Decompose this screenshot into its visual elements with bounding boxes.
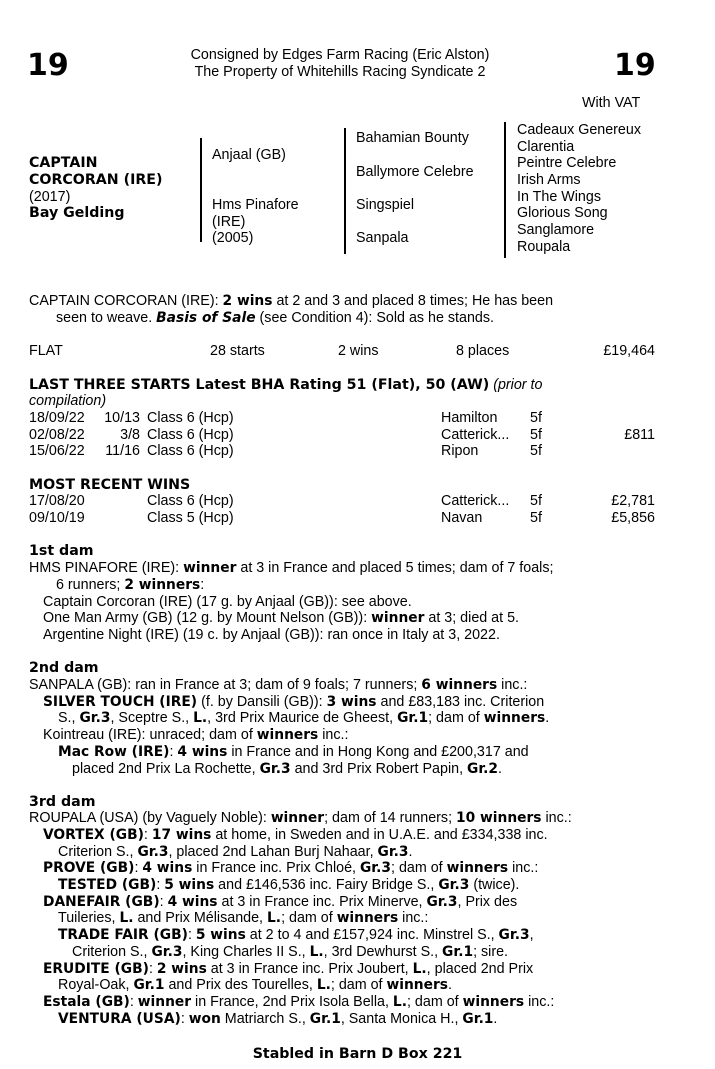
lot-number-right: 19 [614,48,656,83]
start-course: Ripon [441,443,479,459]
horse-name-line-2: CORCORAN (IRE) [29,172,163,188]
record-wins: 2 wins [338,343,379,359]
third-dam-line-12: Estala (GB): winner in France, 2nd Prix Isola Bella, L.; dam of winners inc.: [43,994,555,1010]
pedigree-g7: Sanglamore [517,222,595,238]
pedigree-sire-dam: Ballymore Celebre [356,164,474,180]
summary-line-2: seen to weave. Basis of Sale (see Condition 4): Sold as he stands. [56,310,494,326]
pedigree-dam-line-3: (2005) [212,230,254,246]
third-dam-line-3: Criterion S., Gr.3, placed 2nd Lahan Burj Nahaar, Gr.3. [58,844,413,860]
win-course: Catterick... [441,493,510,509]
pedigree-g1: Cadeaux Genereux [517,122,641,138]
start-position: 3/8 [120,427,140,443]
start-position: 11/16 [105,443,140,459]
first-dam-foal-1: Captain Corcoran (IRE) (17 g. by Anjaal (GB)): see above. [43,594,412,610]
first-dam-foal-2: One Man Army (GB) (12 g. by Mount Nelson (GB)): winner at 3; died at 5. [43,610,520,626]
start-course: Hamilton [441,410,498,426]
pedigree-g2: Clarentia [517,139,575,155]
third-dam-line-7: Tuileries, L. and Prix Mélisande, L.; dam of winners inc.: [58,910,429,926]
third-dam-line-13: VENTURA (USA): won Matriarch S., Gr.1, Santa Monica H., Gr.1. [58,1011,498,1027]
start-class: Class 6 (Hcp) [147,443,234,459]
second-dam-line-1: SANPALA (GB): ran in France at 3; dam of 9 foals; 7 runners; 6 winners inc.: [29,677,528,693]
second-dam-line-2: SILVER TOUCH (IRE) (f. by Dansili (GB)): 3 wins and £83,183 inc. Criterion [43,694,545,710]
pedigree-divider-2 [344,128,346,254]
start-class: Class 6 (Hcp) [147,427,234,443]
first-dam-foal-3: Argentine Night (IRE) (19 c. by Anjaal (GB)): ran once in Italy at 3, 2022. [43,627,500,643]
second-dam-line-4: Kointreau (IRE): unraced; dam of winners inc.: [43,727,349,743]
pedigree-dam-line-2: (IRE) [212,214,246,230]
summary-line-1: CAPTAIN CORCORAN (IRE): 2 wins at 2 and 3 and placed 8 times; He has been [29,293,554,309]
second-dam-line-5: Mac Row (IRE): 4 wins in France and in Hong Kong and £200,317 and [58,744,529,760]
pedigree-g5: In The Wings [517,189,601,205]
win-distance: 5f [530,510,542,526]
start-distance: 5f [530,410,542,426]
start-date: 15/06/22 [29,443,85,459]
first-dam-line-2: 6 runners; 2 winners: [56,577,205,593]
win-date: 09/10/19 [29,510,85,526]
pedigree-g3: Peintre Celebre [517,155,617,171]
start-date: 18/09/22 [29,410,85,426]
start-course: Catterick... [441,427,510,443]
win-distance: 5f [530,493,542,509]
horse-description: Bay Gelding [29,205,125,221]
start-class: Class 6 (Hcp) [147,410,234,426]
win-course: Navan [441,510,483,526]
second-dam-line-3: S., Gr.3, Sceptre S., L., 3rd Prix Maurice de Gheest, Gr.1; dam of winners. [58,710,550,726]
pedigree-dam-sire: Singspiel [356,197,415,213]
last-three-note: compilation) [29,393,107,409]
pedigree-sire: Anjaal (GB) [212,147,286,163]
win-class: Class 5 (Hcp) [147,510,234,526]
third-dam-line-1: ROUPALA (USA) (by Vaguely Noble): winner; dam of 14 runners; 10 winners inc.: [29,810,572,826]
record-places: 8 places [456,343,510,359]
pedigree-g8: Roupala [517,239,571,255]
recent-wins-heading: MOST RECENT WINS [29,477,191,493]
start-distance: 5f [530,427,542,443]
vat-note: With VAT [582,95,641,111]
horse-name-line-1: CAPTAIN [29,155,98,171]
horse-year: (2017) [29,189,71,205]
lot-number-left: 19 [27,48,69,83]
stabling-footer: Stabled in Barn D Box 221 [252,1046,463,1062]
start-position: 10/13 [104,410,140,426]
last-three-heading: LAST THREE STARTS Latest BHA Rating 51 (Flat), 50 (AW) (prior to [29,377,543,393]
record-earnings: £19,464 [603,343,655,359]
win-prize: £5,856 [611,510,655,526]
third-dam-line-4: PROVE (GB): 4 wins in France inc. Prix Chloé, Gr.3; dam of winners inc.: [43,860,539,876]
pedigree-dam-line-1: Hms Pinafore [212,197,299,213]
third-dam-line-6: DANEFAIR (GB): 4 wins at 3 in France inc. Prix Minerve, Gr.3, Prix des [43,894,518,910]
win-date: 17/08/20 [29,493,85,509]
third-dam-line-9: Criterion S., Gr.3, King Charles II S., L., 3rd Dewhurst S., Gr.1; sire. [72,944,509,960]
consignor-line-2: The Property of Whitehills Racing Syndicate 2 [194,64,486,80]
pedigree-divider-3 [504,122,506,258]
third-dam-line-5: TESTED (GB): 5 wins and £146,536 inc. Fairy Bridge S., Gr.3 (twice). [58,877,520,893]
third-dam-line-2: VORTEX (GB): 17 wins at home, in Sweden and in U.A.E. and £334,338 inc. [43,827,548,843]
pedigree-sire-sire: Bahamian Bounty [356,130,469,146]
third-dam-line-11: Royal-Oak, Gr.1 and Prix des Tourelles, L.; dam of winners. [58,977,452,993]
win-class: Class 6 (Hcp) [147,493,234,509]
first-dam-heading: 1st dam [29,543,94,559]
pedigree-dam-dam: Sanpala [356,230,409,246]
record-type: FLAT [29,343,63,359]
third-dam-heading: 3rd dam [29,794,96,810]
pedigree-divider-1 [200,138,202,242]
second-dam-heading: 2nd dam [29,660,99,676]
consignor-line-1: Consigned by Edges Farm Racing (Eric Alston) [190,47,490,63]
second-dam-line-6: placed 2nd Prix La Rochette, Gr.3 and 3rd Prix Robert Papin, Gr.2. [72,761,503,777]
third-dam-line-8: TRADE FAIR (GB): 5 wins at 2 to 4 and £157,924 inc. Minstrel S., Gr.3, [58,927,534,943]
start-date: 02/08/22 [29,427,85,443]
pedigree-g6: Glorious Song [517,205,608,221]
record-starts: 28 starts [210,343,265,359]
first-dam-line-1: HMS PINAFORE (IRE): winner at 3 in France and placed 5 times; dam of 7 foals; [29,560,554,576]
win-prize: £2,781 [611,493,655,509]
start-prize: £811 [624,427,655,443]
third-dam-line-10: ERUDITE (GB): 2 wins at 3 in France inc. Prix Joubert, L., placed 2nd Prix [43,961,534,977]
start-distance: 5f [530,443,542,459]
pedigree-g4: Irish Arms [517,172,581,188]
